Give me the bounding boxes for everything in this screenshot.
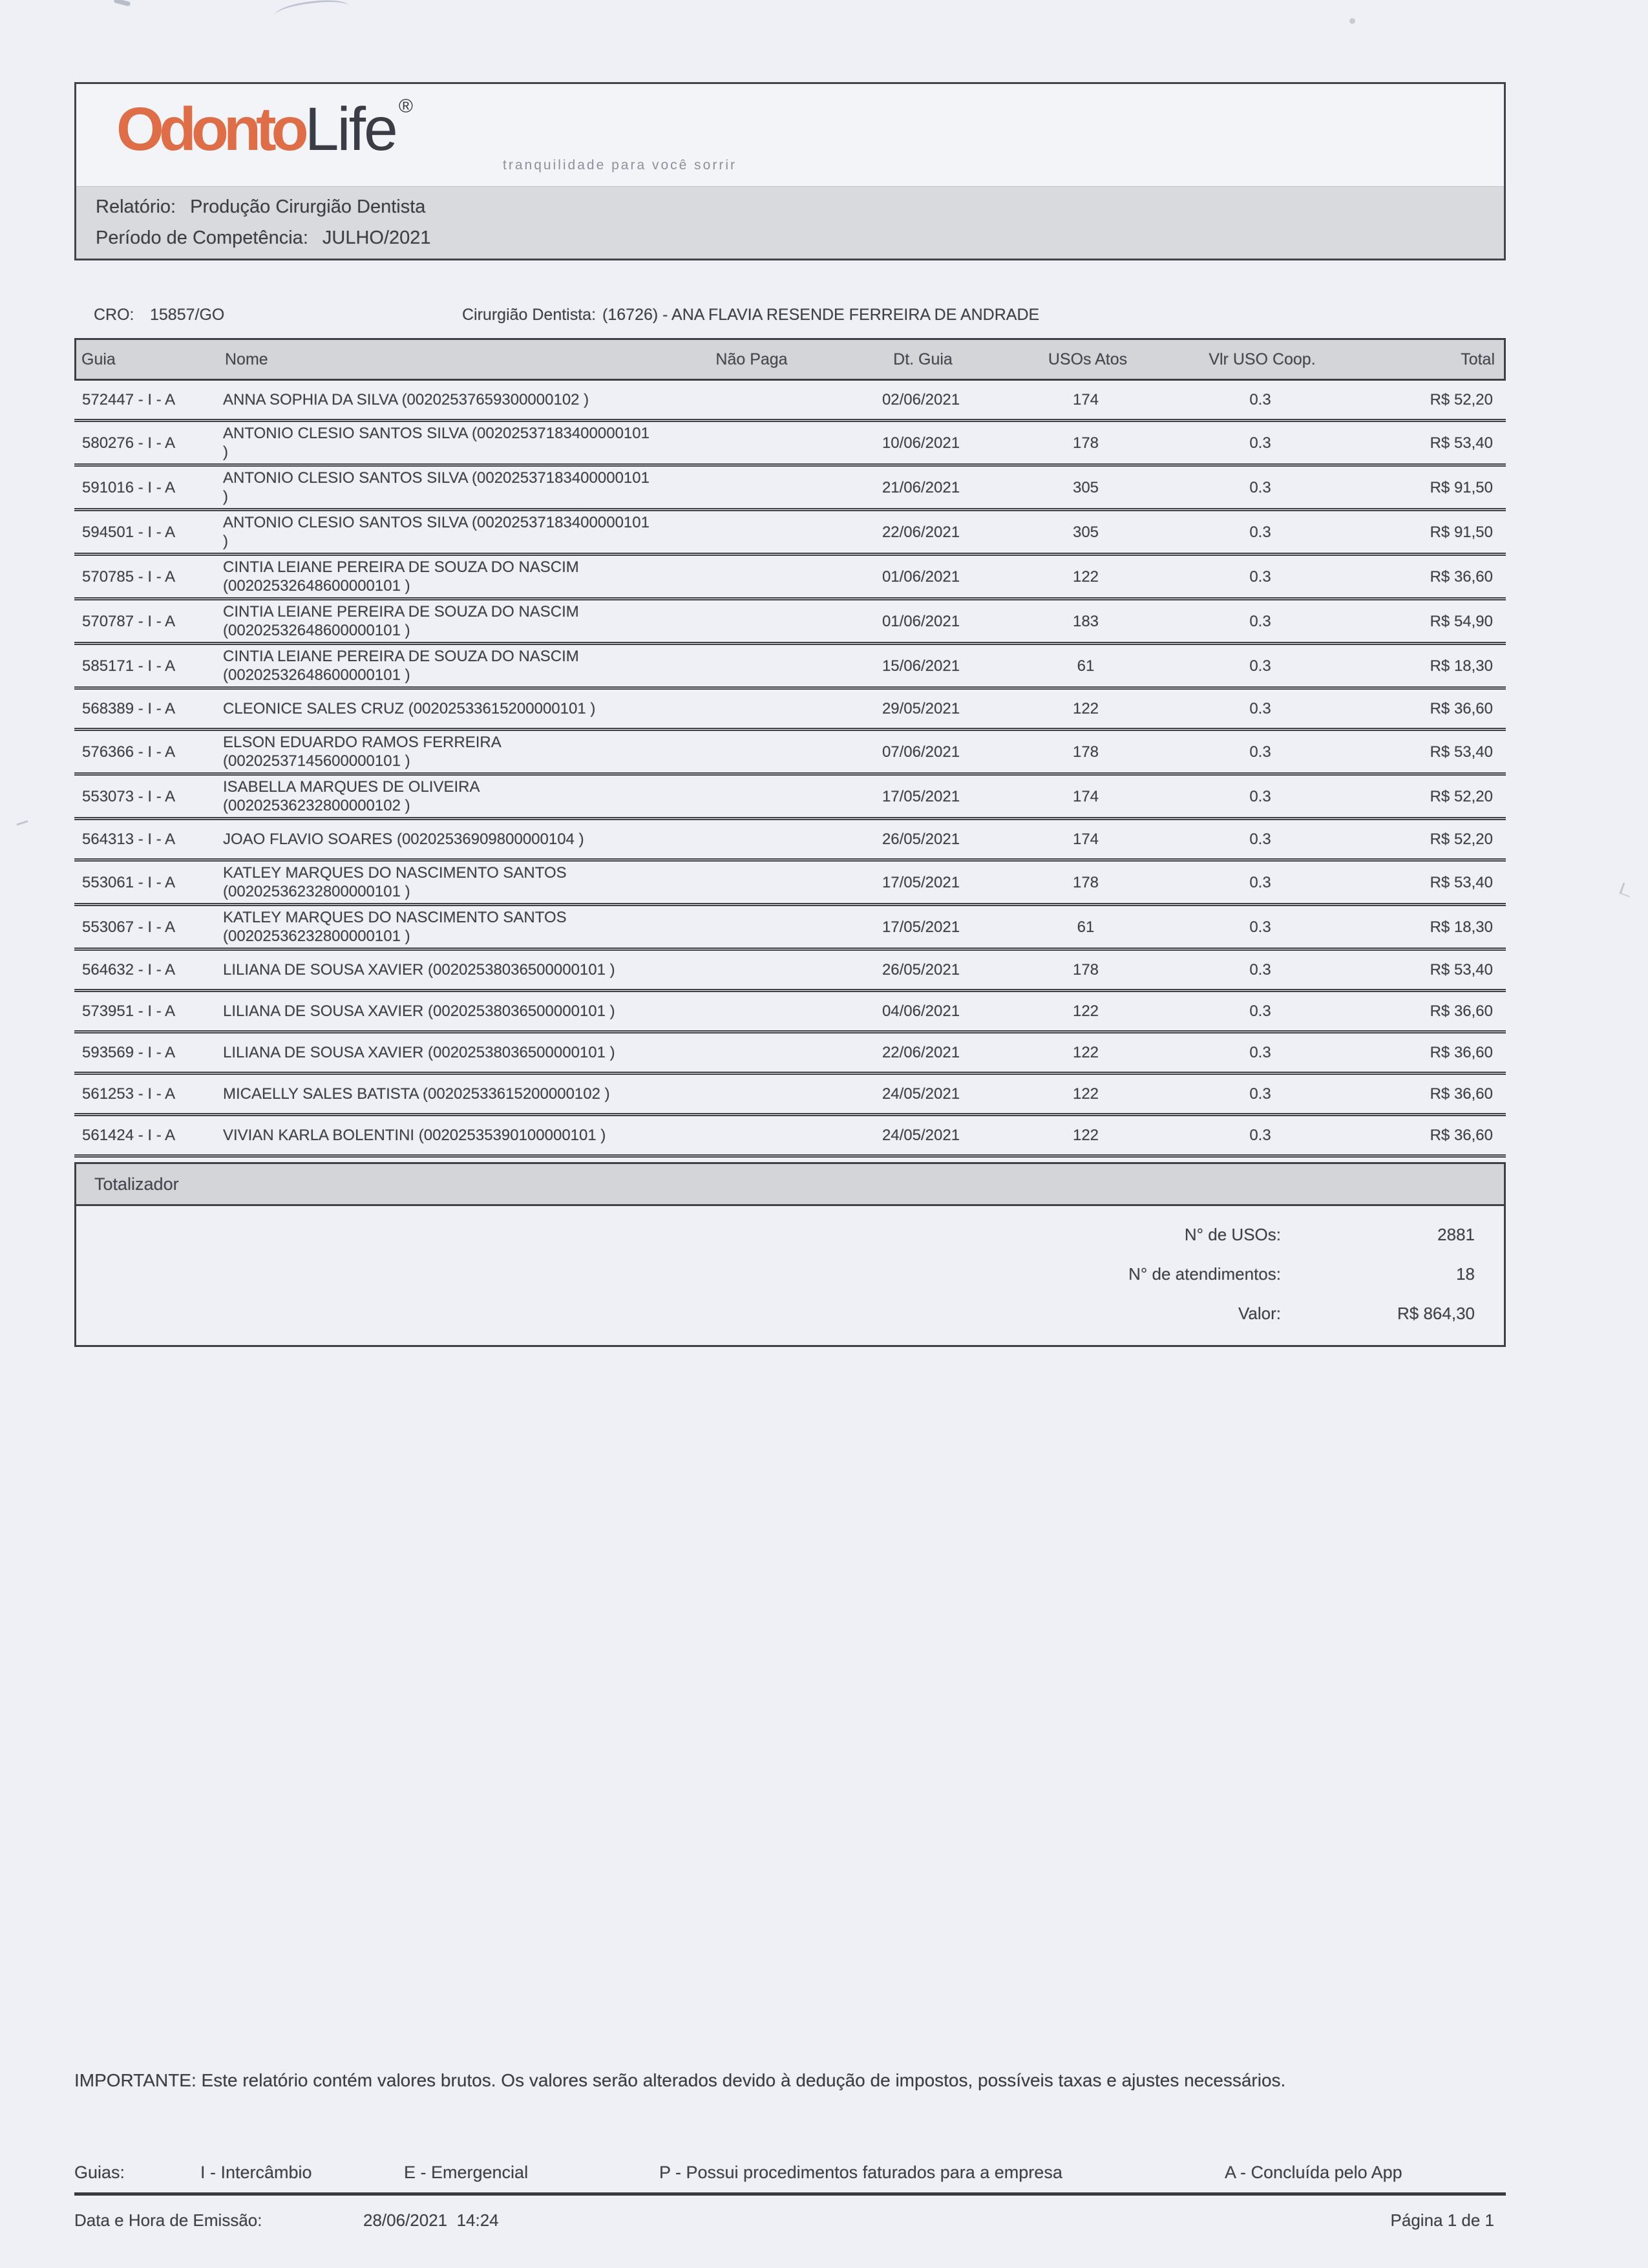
cell-vlr-uso: 0.3	[1249, 918, 1271, 936]
cro-label: CRO:	[94, 306, 134, 324]
period-label: Período de Competência:	[96, 228, 308, 248]
table-row	[74, 600, 1506, 645]
valor-total-label: Valor:	[1238, 1304, 1281, 1323]
cell-nome: CINTIA LEIANE PEREIRA DE SOUZA DO NASCIM (00202532648600000101 )	[223, 558, 579, 595]
cell-dt-guia: 26/05/2021	[882, 831, 960, 848]
footer-divider	[74, 2192, 1506, 2196]
header-usos-atos: USOs Atos	[1048, 350, 1128, 368]
cell-nome: CINTIA LEIANE PEREIRA DE SOUZA DO NASCIM (00202532648600000101 )	[223, 648, 579, 684]
cell-usos-atos: 122	[1072, 1127, 1099, 1144]
cell-guia: 594501 - I - A	[82, 523, 176, 541]
cell-nome: MICAELLY SALES BATISTA (00202533615200000102 )	[223, 1085, 610, 1103]
cell-usos-atos: 183	[1072, 612, 1099, 630]
header-dt-guia: Dt. Guia	[893, 350, 953, 368]
cell-usos-atos: 174	[1072, 391, 1099, 408]
table-row	[74, 1116, 1506, 1158]
cell-dt-guia: 22/06/2021	[882, 523, 960, 541]
cell-guia: 561253 - I - A	[82, 1085, 176, 1103]
cell-dt-guia: 10/06/2021	[882, 434, 960, 452]
legend-concluida-app: A - Concluída pelo App	[1225, 2163, 1402, 2182]
cell-total: R$ 52,20	[1430, 787, 1493, 805]
emission-line	[0, 2210, 1648, 2232]
logo-life-text: Life	[304, 95, 396, 164]
cell-usos-atos: 174	[1072, 787, 1099, 805]
cell-dt-guia: 21/06/2021	[882, 478, 960, 496]
logo-tagline: tranquilidade para você sorrir	[503, 158, 737, 173]
cell-dt-guia: 24/05/2021	[882, 1127, 960, 1144]
cell-guia: 564632 - I - A	[82, 961, 176, 979]
emission-value: 28/06/2021 14:24	[363, 2210, 499, 2230]
cell-nome: CINTIA LEIANE PEREIRA DE SOUZA DO NASCIM (00202532648600000101 )	[223, 603, 579, 639]
legend-faturados: P - Possui procedimentos faturados para a empresa	[659, 2163, 1062, 2182]
page-number: Página 1 de 1	[1390, 2210, 1494, 2230]
cell-vlr-uso: 0.3	[1249, 1002, 1271, 1020]
totalizador-title: Totalizador	[94, 1174, 179, 1194]
cell-dt-guia: 24/05/2021	[882, 1085, 960, 1103]
usos-total-label: N° de USOs:	[1184, 1225, 1281, 1244]
cell-nome: LILIANA DE SOUSA XAVIER (00202538036500000101 )	[223, 1044, 615, 1061]
cell-vlr-uso: 0.3	[1249, 612, 1271, 630]
table-row	[74, 645, 1506, 690]
table-row	[74, 467, 1506, 511]
important-note: IMPORTANTE: Este relatório contém valores brutos. Os valores serão alterados devido à dedução de impostos, possíveis taxas e ajustes necessários.	[74, 2070, 1286, 2090]
cell-dt-guia: 01/06/2021	[882, 612, 960, 630]
cell-guia: 573951 - I - A	[82, 1002, 176, 1020]
cell-guia: 576366 - I - A	[82, 743, 176, 761]
cell-usos-atos: 305	[1072, 478, 1099, 496]
cell-vlr-uso: 0.3	[1249, 1127, 1271, 1144]
cell-vlr-uso: 0.3	[1249, 961, 1271, 979]
guias-legend	[0, 2163, 1648, 2186]
cell-total: R$ 53,40	[1430, 434, 1493, 452]
cell-usos-atos: 122	[1072, 1085, 1099, 1103]
header-nao-paga: Não Paga	[715, 350, 788, 368]
registered-mark-icon: ®	[398, 96, 413, 117]
cell-total: R$ 53,40	[1430, 961, 1493, 979]
cell-total: R$ 36,60	[1430, 1002, 1493, 1020]
cell-nome: ANTONIO CLESIO SANTOS SILVA (00202537183400000101 )	[223, 469, 650, 505]
emission-label: Data e Hora de Emissão:	[74, 2210, 262, 2230]
cell-total: R$ 54,90	[1430, 612, 1493, 630]
cell-usos-atos: 122	[1072, 700, 1099, 717]
report-label: Relatório:	[96, 196, 176, 217]
cell-usos-atos: 122	[1072, 1002, 1099, 1020]
cell-dt-guia: 01/06/2021	[882, 567, 960, 586]
scan-artifact	[1349, 18, 1355, 24]
cell-guia: 553073 - I - A	[82, 787, 176, 805]
cell-nome: VIVIAN KARLA BOLENTINI (00202535390100000101 )	[223, 1127, 606, 1144]
cell-dt-guia: 15/06/2021	[882, 657, 960, 675]
cell-total: R$ 36,60	[1430, 700, 1493, 717]
table-row	[74, 511, 1506, 556]
cell-nome: JOAO FLAVIO SOARES (00202536909800000104 )	[223, 831, 584, 848]
cell-total: R$ 53,40	[1430, 873, 1493, 891]
cell-usos-atos: 305	[1072, 523, 1099, 541]
cell-vlr-uso: 0.3	[1249, 1044, 1271, 1061]
cell-vlr-uso: 0.3	[1249, 743, 1271, 761]
header-box	[74, 82, 1506, 260]
table-row	[74, 690, 1506, 731]
cell-vlr-uso: 0.3	[1249, 391, 1271, 408]
cell-vlr-uso: 0.3	[1249, 831, 1271, 848]
report-line	[96, 196, 1504, 218]
cell-dt-guia: 17/05/2021	[882, 918, 960, 936]
cell-nome: LILIANA DE SOUSA XAVIER (00202538036500000101 )	[223, 961, 615, 979]
cell-nome: LILIANA DE SOUSA XAVIER (00202538036500000101 )	[223, 1002, 615, 1020]
guias-label: Guias:	[74, 2163, 125, 2182]
cell-guia: 568389 - I - A	[82, 700, 176, 717]
cell-vlr-uso: 0.3	[1249, 700, 1271, 717]
cell-guia: 593569 - I - A	[82, 1044, 176, 1061]
cell-usos-atos: 61	[1077, 657, 1095, 675]
table-row	[74, 951, 1506, 992]
report-value: Produção Cirurgião Dentista	[190, 196, 426, 217]
cell-usos-atos: 178	[1072, 873, 1099, 891]
scan-artifact	[14, 814, 28, 826]
dentist-label: Cirurgião Dentista:	[462, 306, 597, 324]
odontolife-logo	[116, 95, 1504, 164]
cell-dt-guia: 02/06/2021	[882, 391, 960, 408]
cell-vlr-uso: 0.3	[1249, 787, 1271, 805]
header-nome: Nome	[225, 350, 268, 368]
scan-artifact	[274, 0, 350, 25]
table-row	[74, 422, 1506, 467]
cell-guia: 572447 - I - A	[82, 391, 176, 408]
table-row	[74, 1075, 1506, 1116]
period-line	[96, 228, 1504, 249]
production-table	[74, 338, 1506, 1347]
cell-vlr-uso: 0.3	[1249, 873, 1271, 891]
cell-vlr-uso: 0.3	[1249, 1085, 1271, 1103]
cell-guia: 591016 - I - A	[82, 478, 176, 496]
valor-total-value: R$ 864,30	[1397, 1304, 1475, 1323]
cell-nome: ANTONIO CLESIO SANTOS SILVA (00202537183400000101 )	[223, 425, 650, 461]
atendimentos-total-value: 18	[1456, 1264, 1475, 1284]
cell-total: R$ 53,40	[1430, 743, 1493, 761]
cell-usos-atos: 122	[1072, 1044, 1099, 1061]
totals-box	[74, 1206, 1506, 1347]
cell-nome: CLEONICE SALES CRUZ (00202533615200000101 )	[223, 700, 596, 717]
cell-total: R$ 18,30	[1430, 918, 1493, 936]
cell-total: R$ 91,50	[1430, 478, 1493, 496]
cell-dt-guia: 07/06/2021	[882, 743, 960, 761]
dentist-value: (16726) - ANA FLAVIA RESENDE FERREIRA DE ANDRADE	[602, 306, 1040, 324]
cell-dt-guia: 26/05/2021	[882, 961, 960, 979]
cell-total: R$ 52,20	[1430, 391, 1493, 408]
cell-guia: 585171 - I - A	[82, 657, 176, 675]
logo	[76, 84, 1504, 186]
report-title-band	[76, 186, 1504, 259]
cell-guia: 564313 - I - A	[82, 831, 176, 848]
table-body	[74, 381, 1506, 1158]
scan-artifact	[114, 0, 131, 6]
cell-dt-guia: 17/05/2021	[882, 873, 960, 891]
cell-dt-guia: 17/05/2021	[882, 787, 960, 805]
cell-usos-atos: 178	[1072, 434, 1099, 452]
cell-total: R$ 36,60	[1430, 567, 1493, 586]
cell-vlr-uso: 0.3	[1249, 567, 1271, 586]
cell-usos-atos: 61	[1077, 918, 1095, 936]
cell-vlr-uso: 0.3	[1249, 478, 1271, 496]
table-row	[74, 906, 1506, 951]
table-header-row	[74, 338, 1506, 381]
table-row	[74, 820, 1506, 862]
dentist-line	[462, 306, 1039, 324]
legend-emergencial: E - Emergencial	[404, 2163, 529, 2182]
cell-total: R$ 91,50	[1430, 523, 1493, 541]
cell-total: R$ 18,30	[1430, 657, 1493, 675]
cell-dt-guia: 29/05/2021	[882, 700, 960, 717]
header-total: Total	[1461, 350, 1495, 368]
totals-row-atendimentos	[76, 1255, 1504, 1294]
cell-guia: 553067 - I - A	[82, 918, 176, 936]
cell-usos-atos: 122	[1072, 567, 1099, 586]
cell-nome: ANNA SOPHIA DA SILVA (00202537659300000102 )	[223, 391, 589, 408]
legend-intercambio: I - Intercâmbio	[200, 2163, 312, 2182]
atendimentos-total-label: N° de atendimentos:	[1128, 1264, 1281, 1284]
cell-guia: 561424 - I - A	[82, 1127, 176, 1144]
table-row	[74, 381, 1506, 422]
totals-row-valor	[76, 1294, 1504, 1333]
totalizador-band	[74, 1162, 1506, 1206]
cell-dt-guia: 04/06/2021	[882, 1002, 960, 1020]
header-guia: Guia	[81, 350, 116, 368]
cell-nome: ELSON EDUARDO RAMOS FERREIRA (00202537145600000101 )	[223, 734, 501, 770]
period-value: JULHO/2021	[322, 228, 431, 248]
cell-total: R$ 36,60	[1430, 1085, 1493, 1103]
cell-dt-guia: 22/06/2021	[882, 1044, 960, 1061]
cell-usos-atos: 174	[1072, 831, 1099, 848]
cell-guia: 570785 - I - A	[82, 567, 176, 586]
cell-guia: 580276 - I - A	[82, 434, 176, 452]
cell-vlr-uso: 0.3	[1249, 434, 1271, 452]
scan-artifact	[1619, 883, 1633, 898]
header-vlr-uso: Vlr USO Coop.	[1209, 350, 1316, 368]
table-row	[74, 731, 1506, 776]
table-row	[74, 1033, 1506, 1075]
provider-line	[0, 306, 1648, 328]
table-row	[74, 776, 1506, 820]
table-row	[74, 992, 1506, 1033]
cell-guia: 553061 - I - A	[82, 873, 176, 891]
cell-nome: KATLEY MARQUES DO NASCIMENTO SANTOS (00202536232800000101 )	[223, 909, 567, 945]
cell-usos-atos: 178	[1072, 961, 1099, 979]
cell-vlr-uso: 0.3	[1249, 657, 1271, 675]
cell-total: R$ 36,60	[1430, 1127, 1493, 1144]
cell-total: R$ 52,20	[1430, 831, 1493, 848]
cell-guia: 570787 - I - A	[82, 612, 176, 630]
cell-nome: ANTONIO CLESIO SANTOS SILVA (00202537183400000101 )	[223, 514, 650, 550]
table-row	[74, 862, 1506, 906]
cell-nome: ISABELLA MARQUES DE OLIVEIRA (00202536232800000102 )	[223, 778, 480, 814]
cro-value: 15857/GO	[150, 306, 225, 324]
logo-odonto-text: Odonto	[116, 95, 304, 164]
totals-row-usos	[76, 1215, 1504, 1255]
usos-total-value: 2881	[1437, 1225, 1475, 1244]
table-row	[74, 556, 1506, 600]
cell-nome: KATLEY MARQUES DO NASCIMENTO SANTOS (00202536232800000101 )	[223, 864, 567, 900]
cell-usos-atos: 178	[1072, 743, 1099, 761]
cell-total: R$ 36,60	[1430, 1044, 1493, 1061]
cell-vlr-uso: 0.3	[1249, 523, 1271, 541]
